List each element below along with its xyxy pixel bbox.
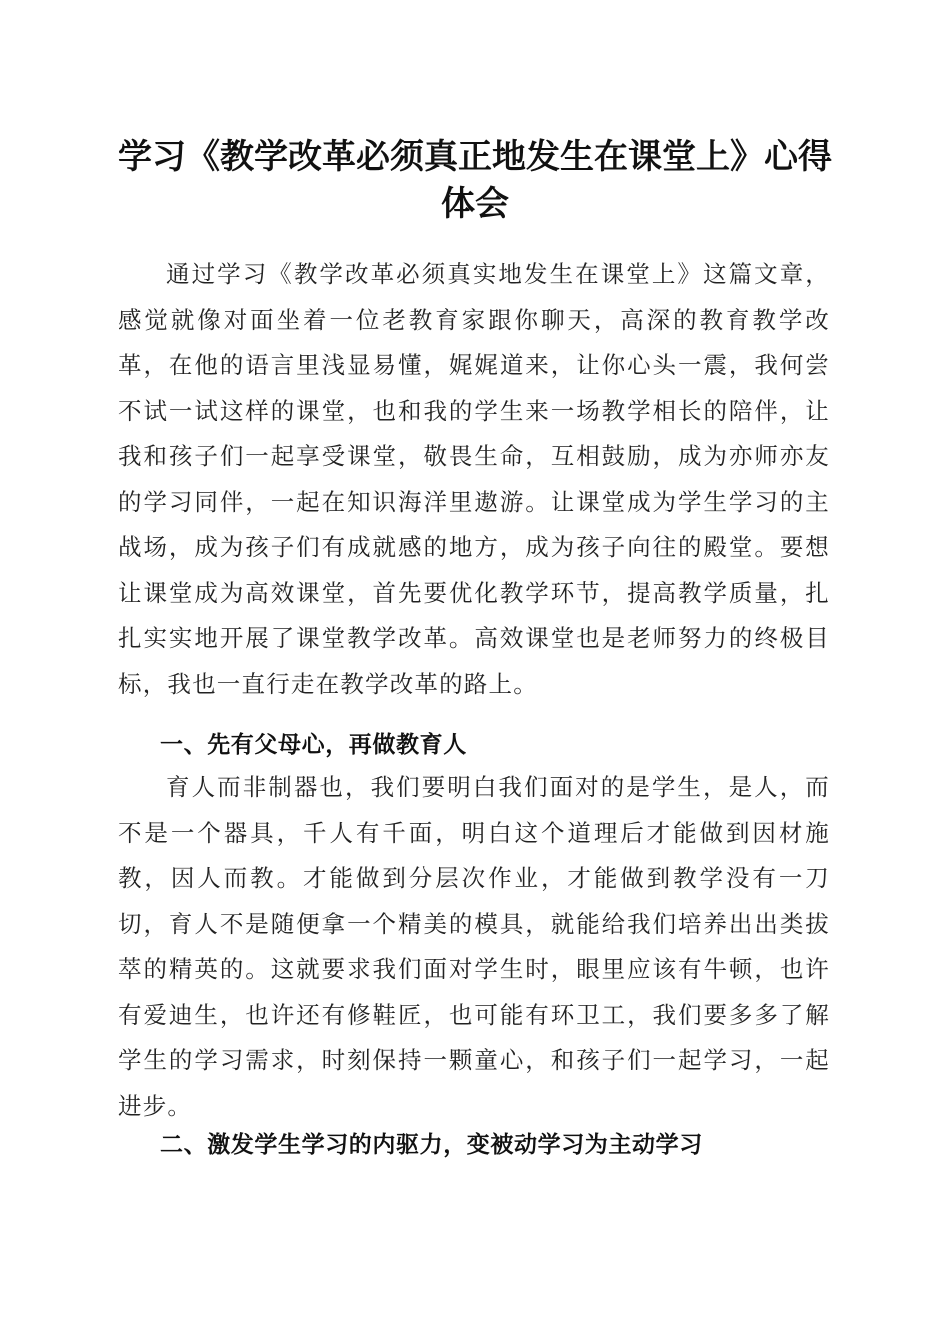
intro-paragraph: 通过学习《教学改革必须真实地发生在课堂上》这篇文章，感觉就像对面坐着一位老教育家跟你聊天，高深的教育教学改革，在他的语言里浅显易懂，娓娓道来，让你心头一震，我何尝不试一试这样的课堂，也和我的学生来一场教学相长的陪伴，让我和孩子们一起享受课堂，敬畏生命，互相鼓励，成为亦师亦友的学习同伴，一起在知识海洋里遨游。让课堂成为学生学习的主战场，成为孩子们有成就感的地方，成为孩子向往的殿堂。要想让课堂成为高效课堂，首先要优化教学环节，提高教学质量，扎扎实实地开展了课堂教学改革。高效课堂也是老师努力的终极目标，我也一直行走在教学改革的路上。 xyxy=(118,260,830,698)
section-heading-1: 一、先有父母心，再做教育人 xyxy=(160,732,467,758)
section-1-paragraph: 育人而非制器也，我们要明白我们面对的是学生，是人，而不是一个器具，千人有千面，明白这个道理后才能做到因材施教，因人而教。才能做到分层次作业，才能做到教学没有一刀切，育人不是随便拿一个精美的模具，就能给我们培养出出类拔萃的精英的。这就要求我们面对学生时，眼里应该有牛顿，也许有爱迪生，也许还有修鞋匠，也可能有环卫工，我们要多多了解学生的学习需求，时刻保持一颗童心，和孩子们一起学习，一起进步。 xyxy=(118,773,830,1120)
section-heading-2: 二、激发学生学习的内驱力，变被动学习为主动学习 xyxy=(160,1132,703,1158)
document-title: 学习《教学改革必须真正地发生在课堂上》心得体会 xyxy=(118,137,832,224)
